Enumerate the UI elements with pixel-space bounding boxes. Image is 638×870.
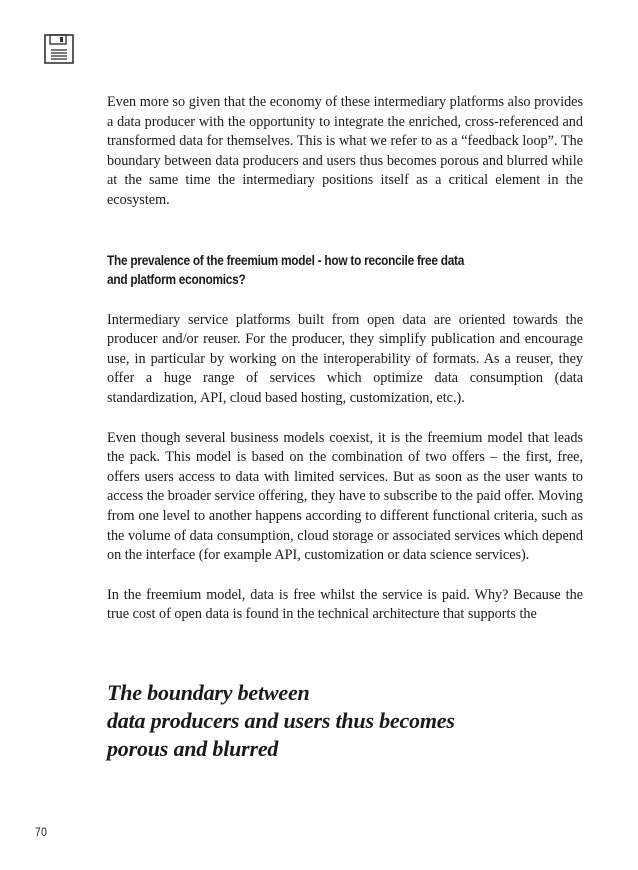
pull-quote-line-2: data producers and users thus becomes	[107, 707, 455, 733]
page-body	[107, 93, 583, 763]
pull-quote	[107, 679, 583, 763]
pull-quote-line-1: The boundary between	[107, 679, 310, 705]
paragraph-intermediary-platforms: Intermediary service platforms built from open data are oriented towards the producer and/or reuser. For the producer, they simplify publication and encourage use, in particular by working on the interoperability of formats. As a reuser, they offer a huge range of services which optimize data consumption (data standardization, API, cloud based hosting, customization, etc.).	[107, 311, 583, 406]
section-heading-line-1: The prevalence of the freemium model - how to reconcile free data	[107, 252, 465, 268]
page-number: 70	[35, 825, 48, 839]
paragraph-feedback-loop: Even more so given that the economy of these intermediary platforms also provides a data producer with the opportunity to integrate the enriched, cross-referenced and transformed data for themselves. This is what we refer to as a “feedback loop”. The boundary between data producers and users thus becomes porous and blurred while at the same time the intermediary positions itself as a critical element in the ecosystem.	[107, 94, 583, 208]
floppy-disk-icon	[44, 34, 74, 64]
pull-quote-line-3: porous and blurred	[107, 735, 279, 761]
paragraph-business-models: Even though several business models coexist, it is the freemium model that leads the pack. This model is based on the combination of two offers – the first, free, offers users access to data with limited services. But as soon as the user wants to access the broader service offering, they have to subscribe to the paid offer. Moving from one level to another happens according to different functional criteria, such as the volume of data consumption, cloud storage or associated services which depend on the interface (for example API, customization or data science services).	[107, 429, 583, 564]
section-heading-line-2: and platform economics?	[107, 271, 246, 287]
paragraph-freemium-model: In the freemium model, data is free whilst the service is paid. Why? Because the true cost of open data is found in the technical architecture that supports the	[107, 586, 583, 623]
section-heading	[107, 251, 520, 289]
